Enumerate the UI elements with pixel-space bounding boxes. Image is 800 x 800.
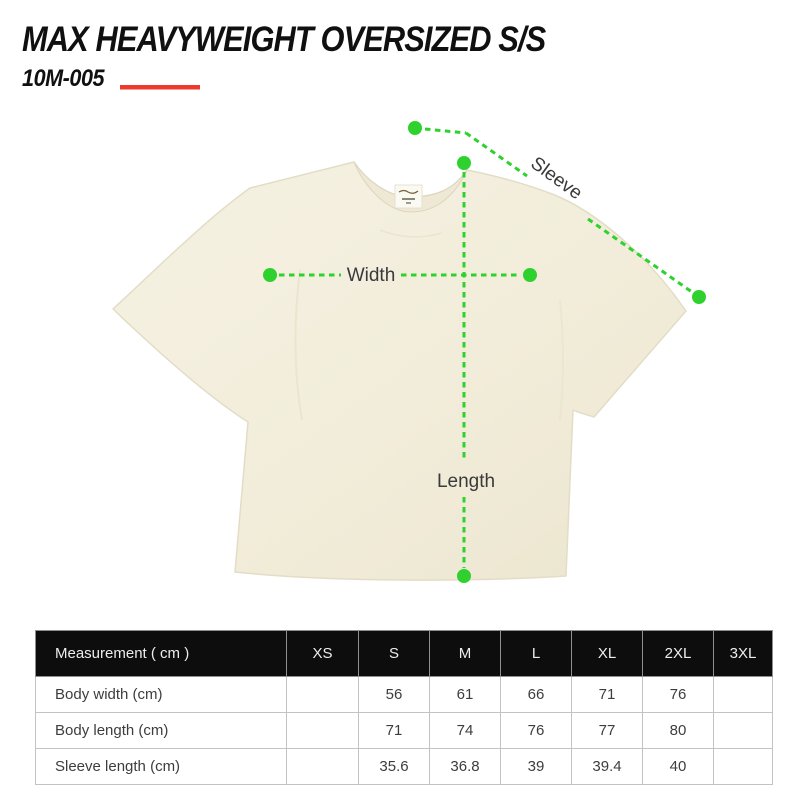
row-label: Sleeve length (cm)	[36, 749, 287, 785]
neck-label-line	[402, 198, 415, 200]
cell-body-width-l: 66	[501, 677, 572, 713]
neck-label-tag	[395, 185, 422, 208]
cell-sleeve-length-xl: 39.4	[572, 749, 643, 785]
col-m: M	[430, 631, 501, 677]
cell-body-width-s: 56	[359, 677, 430, 713]
cell-body-length-3xl	[714, 713, 773, 749]
cell-sleeve-length-2xl: 40	[643, 749, 714, 785]
length-bottom-dot	[457, 569, 471, 583]
width-right-dot	[523, 268, 537, 282]
red-underline-bar	[120, 85, 200, 90]
col-xs: XS	[287, 631, 359, 677]
row-label: Body width (cm)	[36, 677, 287, 713]
col-2xl: 2XL	[643, 631, 714, 677]
row-label: Body length (cm)	[36, 713, 287, 749]
col-s: S	[359, 631, 430, 677]
width-left-dot	[263, 268, 277, 282]
cell-body-length-2xl: 80	[643, 713, 714, 749]
size-table-header-row	[36, 631, 773, 677]
cell-body-length-m: 74	[430, 713, 501, 749]
sleeve-start-dot	[408, 121, 422, 135]
cell-sleeve-length-s: 35.6	[359, 749, 430, 785]
sleeve-label: Sleeve	[526, 152, 586, 205]
col-measurement: Measurement ( cm )	[36, 631, 287, 677]
neck-label	[395, 185, 422, 208]
sleeve-end-dot	[692, 290, 706, 304]
table-row-sleeve-length	[36, 749, 773, 785]
cell-sleeve-length-xs	[287, 749, 359, 785]
red-underline	[120, 85, 200, 90]
cell-sleeve-length-m: 36.8	[430, 749, 501, 785]
col-l: L	[501, 631, 572, 677]
col-3xl: 3XL	[714, 631, 773, 677]
length-label: Length	[436, 471, 496, 492]
cell-body-width-m: 61	[430, 677, 501, 713]
tshirt-body	[113, 162, 686, 580]
neck-label-size-mark	[406, 202, 411, 204]
length-top-dot	[457, 156, 471, 170]
size-table	[35, 630, 773, 785]
product-code: 10M-005	[22, 64, 105, 92]
page-header	[22, 22, 782, 93]
cell-body-width-2xl: 76	[643, 677, 714, 713]
width-label: Width	[346, 265, 396, 286]
cell-body-width-xl: 71	[572, 677, 643, 713]
cell-body-width-3xl	[714, 677, 773, 713]
sleeve-line-top	[415, 128, 466, 133]
cell-body-length-s: 71	[359, 713, 430, 749]
cell-body-width-xs	[287, 677, 359, 713]
sleeve-line-upper	[466, 133, 527, 176]
table-row-body-width	[36, 677, 773, 713]
product-code-row	[22, 65, 782, 93]
size-diagram	[0, 100, 800, 620]
col-xl: XL	[572, 631, 643, 677]
cell-body-length-xl: 77	[572, 713, 643, 749]
cell-sleeve-length-l: 39	[501, 749, 572, 785]
table-row-body-length	[36, 713, 773, 749]
cell-body-length-l: 76	[501, 713, 572, 749]
cell-body-length-xs	[287, 713, 359, 749]
size-table-section	[35, 630, 773, 785]
cell-sleeve-length-3xl	[714, 749, 773, 785]
product-title: MAX HEAVYWEIGHT OVERSIZED S/S	[22, 20, 546, 59]
